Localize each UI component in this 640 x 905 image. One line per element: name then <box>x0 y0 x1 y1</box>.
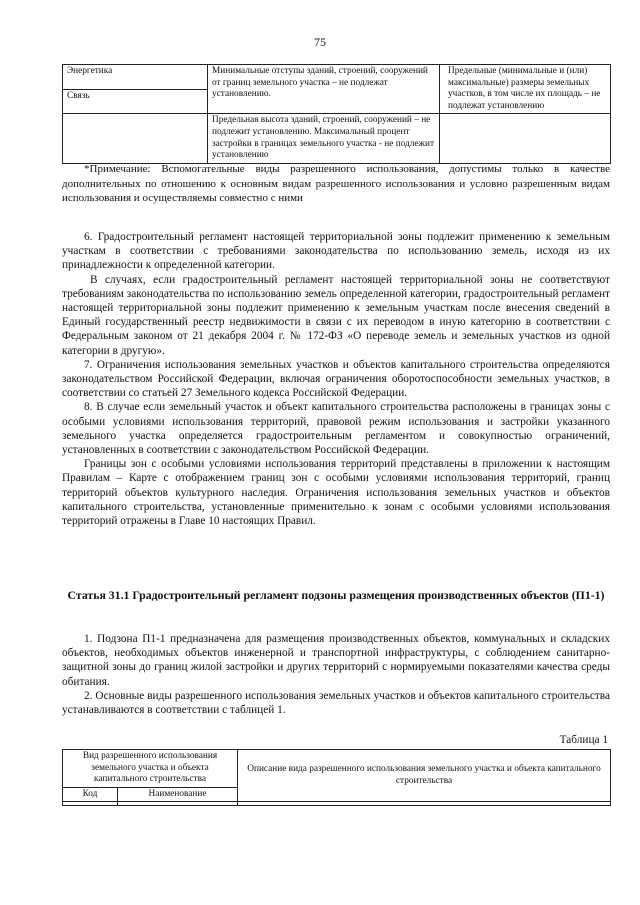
land-use-table <box>62 749 611 806</box>
paragraph: 6. Градостроительный регламент настоящей территориальной зоны подлежит применению к земельным участкам в соответствии с требованиями законодательства по использованию земель, исходя из их принадлежности к определенной категории. <box>62 231 610 272</box>
table-cell <box>63 802 118 806</box>
name-header-cell: Наименование <box>118 787 238 802</box>
table-cell-parameters: Минимальные отступы зданий, строений, сооружений от границ земельного участка – не подлежат установлению. <box>208 65 440 114</box>
table-cell <box>118 802 238 806</box>
table-cell <box>238 802 611 806</box>
paragraph: В случаях, если градостроительный регламент настоящей территориальной зоны не соответствуют требованиям законодательства по использованию земель определенной категории, градостроительный регламент настоящей территориальной зоны подлежит применению к земельным участкам после внесения сведений в Единый государственный реестр недвижимости в связи с их переводом в иную категорию в соответствии с Федеральным законом от 21 декабря 2004 г. № 172-ФЗ «О переводе земель и земельных участков из одной категории в другую». <box>62 273 610 357</box>
group-header-cell: Вид разрешенного использования земельного участка и объекта капитального строительства <box>63 750 238 788</box>
paragraph: 7. Ограничения использования земельных участков и объектов капитального строительства определяются законодательством Российской Федерации, включая ограничения оборотоспособности земельных участков, в соответствии со статьей 27 Земельного кодекса Российской Федерации. <box>62 358 610 400</box>
footnote-text: *Примечание: Вспомогательные виды разрешенного использования, допустимы только в качестве дополнительных по отношению к основным видам разрешенного использования и условно разрешенным видам использования и осуществляемы совместно с ними <box>62 163 610 204</box>
paragraph: Границы зон с особыми условиями использования территорий представлены в приложении к настоящим Правилам – Карте с отображением границ зон с особыми условиями использования территорий, границ территорий объектов культурного наследия. Ограничения использования земельных участков и объектов капитального строительства, установленные применительно к зонам с особыми условиями использования территорий отражены в Главе 10 настоящих Правил. <box>62 458 610 528</box>
table-caption: Таблица 1 <box>559 734 608 746</box>
table-cell-use-type: Связь <box>63 89 208 114</box>
paragraph: 1. Подзона П1-1 предназначена для размещения производственных объектов, коммунальных и складских объектов, необходимых объектов инженерной и транспортной инфраструктуры, с соблюдением санитарно-защитной зоны до границ жилой застройки и других территорий с нормируемыми показателями качества среды обитания. <box>62 633 610 688</box>
table-row <box>63 114 611 163</box>
table-row <box>63 65 611 90</box>
table-cell-use-type: Энергетика <box>63 65 208 90</box>
article-heading: Статья 31.1 Градостроительный регламент подзоны размещения производственных объектов (П1-1) <box>67 588 605 602</box>
regulation-paragraphs <box>62 230 610 528</box>
paragraph: 8. В случае если земельный участок и объект капитального строительства расположены в границах зоны с особыми условиями использования территорий, правовой режим использования и застройки указанного земельного участка определяется градостроительным регламентом и совокупностью ограничений, установленных в соответствии с законодательством Российской Федерации. <box>62 401 610 457</box>
table-cell-parameters: Предельная высота зданий, строений, сооружений – не подлежит установлению. Максимальный процент застройки в границах земельного участка - не подлежит установлению <box>208 114 440 163</box>
regulation-table <box>62 64 611 164</box>
description-header-cell: Описание вида разрешенного использования земельного участка и объекта капитального строительства <box>238 750 611 802</box>
table-cell-plot-sizes <box>440 114 611 163</box>
table-cell-use-type <box>63 114 208 163</box>
code-header-cell: Код <box>63 787 118 802</box>
page-number: 75 <box>314 35 326 49</box>
paragraph: 2. Основные виды разрешенного использования земельных участков и объектов капитального строительства устанавливаются в соответствии с таблицей 1. <box>62 689 610 717</box>
table-header-row <box>63 750 611 788</box>
footnote <box>62 162 610 206</box>
table-cell-plot-sizes: Предельные (минимальные и (или) максимальные) размеры земельных участков, в том числе их площадь – не подлежат установлению <box>440 65 611 114</box>
table-row <box>63 802 611 806</box>
article-paragraphs <box>62 632 610 717</box>
